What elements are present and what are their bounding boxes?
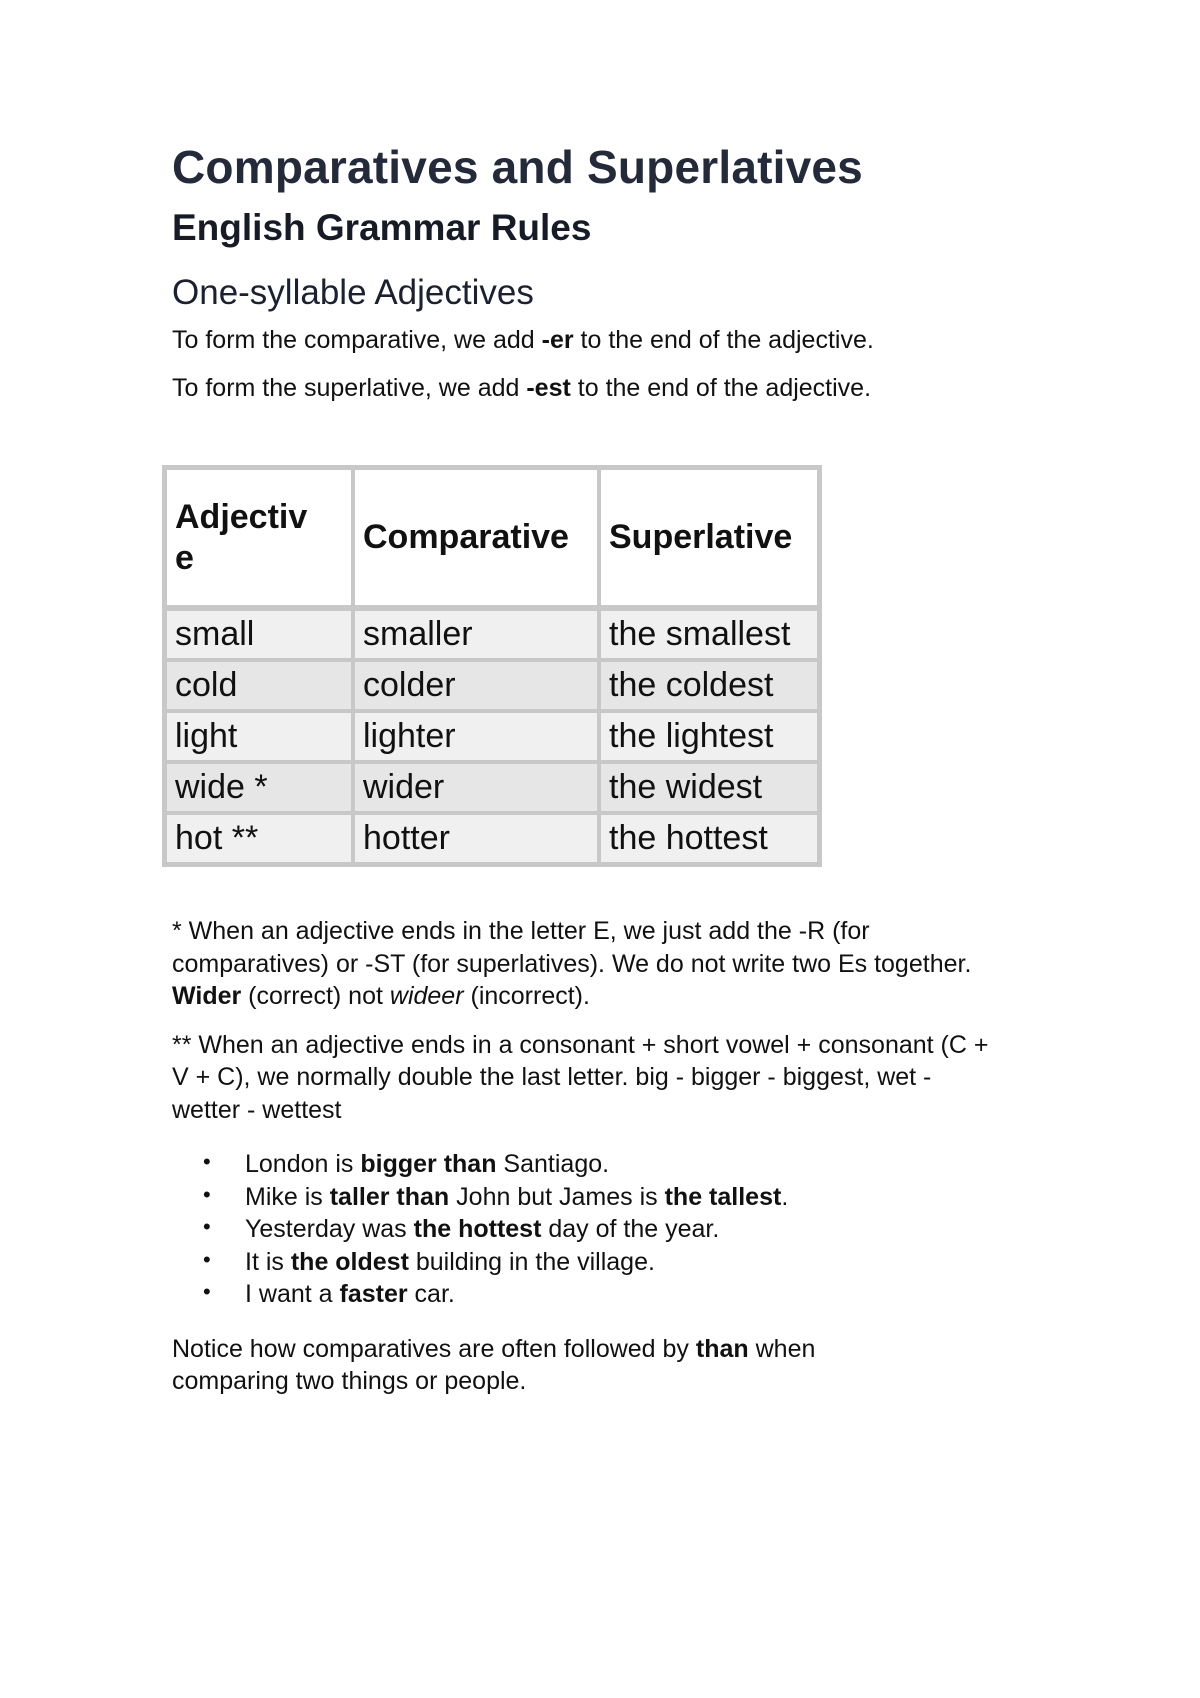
header-superlative: Superlative: [599, 468, 819, 609]
conclusion-text-end: when comparing two things or people.: [172, 1334, 816, 1395]
note1-text: * When an adjective ends in the letter E, we just add the -R (for comparatives) or -ST (for superlatives). We do not write two Es together.: [172, 917, 972, 978]
superlative-suffix: -est: [526, 374, 571, 403]
cell-superlative: the hottest: [599, 813, 819, 864]
table-row: [165, 660, 819, 711]
header-adjective: Adjectiv e: [165, 468, 353, 609]
note1-text-mid: (correct) not: [241, 982, 390, 1010]
list-item: [203, 1278, 992, 1311]
cell-adjective: wide *: [165, 762, 353, 813]
example-keyword: the oldest: [290, 1247, 409, 1276]
list-item: [203, 1213, 992, 1246]
example-text: It is: [245, 1247, 291, 1276]
example-text: London is: [245, 1150, 361, 1178]
note1-text-end: (incorrect).: [463, 982, 590, 1010]
comparative-rule-text: To form the comparative, we add: [172, 326, 542, 355]
comparative-rule-text-end: to the end of the adjective.: [573, 326, 874, 355]
superlative-rule: [172, 373, 1022, 404]
example-text: Mike is: [245, 1182, 330, 1211]
cell-adjective: light: [165, 711, 353, 762]
example-text: I want a: [245, 1280, 340, 1308]
cell-adjective: small: [165, 609, 353, 660]
cell-comparative: lighter: [353, 711, 599, 762]
example-keyword: faster: [339, 1280, 408, 1308]
conclusion-text: Notice how comparatives are often followed by: [172, 1334, 696, 1363]
bullet-icon: •: [203, 1181, 211, 1207]
cell-comparative: smaller: [353, 609, 599, 660]
table-header-row: [165, 468, 819, 609]
table-row: [165, 813, 819, 864]
note-double-consonant: ** When an adjective ends in a consonant + short vowel + consonant (C + V + C), we normally double the last letter. big - bigger - biggest, wet - wetter - wettest: [172, 1030, 989, 1124]
example-text: building in the village.: [408, 1247, 655, 1276]
header-comparative: Comparative: [353, 468, 599, 609]
example-text: day of the year.: [541, 1215, 720, 1243]
table-row: [165, 609, 819, 660]
cell-comparative: wider: [353, 762, 599, 813]
superlative-rule-text: To form the superlative, we add: [172, 374, 527, 403]
list-item: [203, 1181, 992, 1214]
cell-superlative: the smallest: [599, 609, 819, 660]
adjective-table: [162, 465, 822, 867]
cell-comparative: hotter: [353, 813, 599, 864]
example-text: Santiago.: [496, 1150, 610, 1178]
comparative-suffix: -er: [541, 326, 574, 355]
bullet-icon: •: [203, 1149, 211, 1174]
list-item: [203, 1246, 992, 1279]
cell-adjective: hot **: [165, 813, 353, 864]
page-title: Comparatives and Superlatives: [172, 141, 863, 193]
cell-comparative: colder: [353, 660, 599, 711]
note1-incorrect-word: wideer: [389, 982, 464, 1010]
note1-correct-word: Wider: [172, 982, 242, 1010]
table-row: [165, 711, 819, 762]
example-keyword: bigger than: [360, 1150, 497, 1178]
example-text: John but James is: [449, 1182, 665, 1211]
cell-adjective: cold: [165, 660, 353, 711]
page-subtitle: English Grammar Rules: [172, 207, 592, 249]
list-item: [203, 1148, 992, 1181]
notes-section: [172, 915, 992, 1398]
note-silent-e: [172, 915, 992, 1013]
conclusion-keyword: than: [695, 1334, 749, 1363]
bullet-icon: •: [203, 1246, 211, 1272]
bullet-icon: •: [203, 1279, 211, 1304]
example-keyword: the tallest: [664, 1182, 782, 1211]
example-text: .: [781, 1182, 789, 1211]
examples-list: [172, 1148, 992, 1311]
example-text: car.: [407, 1280, 455, 1308]
example-text: Yesterday was: [245, 1215, 414, 1243]
example-keyword: taller than: [329, 1182, 450, 1211]
cell-superlative: the widest: [599, 762, 819, 813]
cell-superlative: the lightest: [599, 711, 819, 762]
section-heading: One-syllable Adjectives: [172, 273, 534, 313]
table-row: [165, 762, 819, 813]
conclusion: [172, 1333, 932, 1398]
example-keyword: the hottest: [413, 1215, 542, 1243]
document-header: [172, 140, 1022, 405]
comparative-rule: [172, 325, 1022, 356]
superlative-rule-text-end: to the end of the adjective.: [570, 374, 872, 403]
cell-superlative: the coldest: [599, 660, 819, 711]
table-body: [165, 609, 819, 864]
bullet-icon: •: [203, 1214, 211, 1239]
